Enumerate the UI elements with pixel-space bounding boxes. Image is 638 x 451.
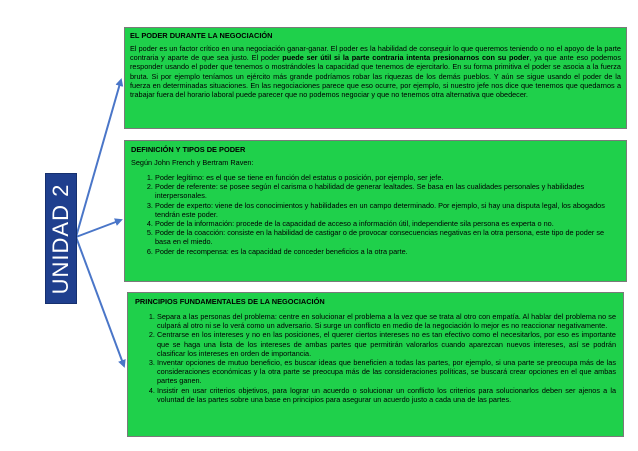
box-power-in-negotiation — [124, 27, 627, 129]
box1-text-bold: puede ser útil si la parte contraria intenta presionarnos con su poder — [282, 53, 530, 63]
list-item: 5. Poder de la coacción: consiste en la habilidad de castigar o de provocar consecuencias negativas en la otra persona, este tipo de poder se basa en el miedo. — [155, 228, 620, 246]
box-power-types — [124, 140, 627, 282]
principles-list — [135, 312, 616, 404]
list-item: 4. Poder de la información: procede de la capacidad de acceso a información útil, independiente sila persona es experta o no. — [155, 219, 620, 228]
list-item: 3. Poder de experto: viene de los conocimientos y habilidades en un campo determinado. Por ejemplo, si hay una disputa legal, los abogados tendrán este poder. — [155, 201, 620, 219]
box3-title: PRINCIPIOS FUNDAMENTALES DE LA NEGOCIACIÓN — [135, 297, 325, 306]
list-item: 1. Separa a las personas del problema: centre en solucionar el problema a la vez que se trata al otro con empatía. Al hablar del problema no se culpará al otro ni se lo verá como un adversario. Si surge un conflicto en medio de la negociación lo mejor es no reaccionar negativamente. — [157, 312, 616, 330]
list-item: 3. Inventar opciones de mutuo beneficio, es buscar ideas que beneficien a todas las partes, por ejemplo, si una parte se preocupa más de las consideraciones económicas y la otra parte se preocupa más de las consideraciones políticas, se buscará crear opciones en el que ambas partes ganen. — [157, 358, 616, 386]
arrow-to-box3 — [76, 237, 124, 366]
list-item: 4. Insistir en usar criterios objetivos, para lograr un acuerdo o solucionar un conflicto los criterios para solucionarlos deben ser ajenos a la voluntad de las partes sobre una base en principios para asegurar un acuerdo justo a cada una de las partes. — [157, 386, 616, 404]
list-item: 1. Poder legítimo: es el que se tiene en función del estatus o posición, por ejemplo, ser jefe. — [155, 173, 620, 182]
list-item: 6. Poder de recompensa: es la capacidad de conceder beneficios a la otra parte. — [155, 247, 620, 256]
list-item: 2. Centrarse en los intereses y no en las posiciones, el querer ciertos intereses no es tan efectivo como el necesitarlos, por eso es importante que se haga una lista de los intereses de ambas partes que permitirán valorarlos cuando aparezcan nuevos intereses, así se podrán clasificar los intereses en orden de importancia. — [157, 330, 616, 358]
unit-box — [45, 173, 77, 304]
arrow-to-box2 — [76, 220, 121, 237]
box1-paragraph — [130, 44, 621, 99]
box1-title: EL PODER DURANTE LA NEGOCIACIÓN — [130, 31, 273, 40]
arrow-to-box1 — [76, 80, 121, 237]
list-item: 2. Poder de referente: se posee según el carisma o habilidad de generar lealtades. Se basa en las cualidades personales y habilidades interpersonales. — [155, 182, 620, 200]
power-types-list — [131, 173, 620, 256]
box-negotiation-principles — [127, 292, 624, 437]
unit-label: UNIDAD 2 — [48, 183, 73, 294]
box2-intro: Según John French y Bertram Raven: — [131, 158, 254, 167]
box1-text-a: El poder es un factor crítico en una negociación ganar-ganar. El poder es la habilidad de conseguir lo que queremos teniendo o no el apoyo de la parte contraria y aparte de que sea justo. El poder — [130, 44, 621, 63]
box2-title: DEFINICIÓN Y TIPOS DE PODER — [131, 145, 246, 154]
box1-text-b: , ya que ante eso podemos responder usando el poder que tenemos o mostrándoles la capacidad que tenemos de ejercitarlo. En su forma primitiva el poder se asocia a la fuerza bruta. Si por ejemplo teníamos un ejército más grande podríamos robar las riquezas de los demás pueblos. Y aún se sigue usando el poder de la fuerza en determinadas situaciones. En las negociaciones parece que eso ocurre, por ejemplo, si nuestro jefe nos dice que tenemos que quedarnos a trabajar fuera del horario laboral puede parecer que no podemos negociar y que no tenemos otra alternativa que obedecer. — [130, 53, 622, 100]
